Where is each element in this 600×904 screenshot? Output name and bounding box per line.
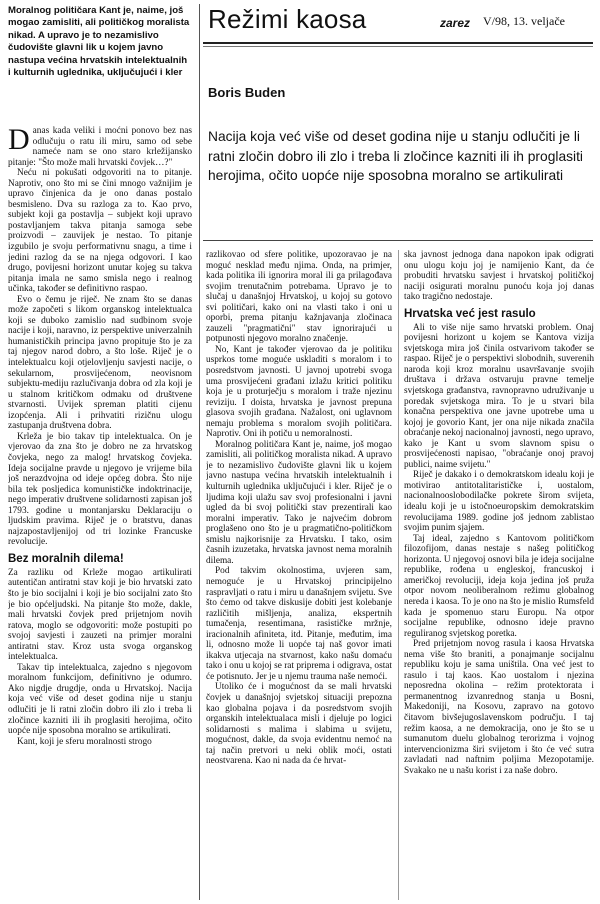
column-1 [8,126,192,900]
paragraph: Evo o čemu je riječ. Ne znam što se danas može započeti s likom organskog intelektualca koji se duboko zamislio nad sudbinom svoje nacije i koji, naravno, iz perspektive univerzalnih humanističkih principa javno propituje što je za taj njegov narod dobro, a što loše. Riječ je o intelektualcu koji otjelovljenju savjesti nacije, o sekularnom, prosvijećenom, neovisnom subjektu-mediju razlučivanja dobra od zla koji je u stalnom kritičkom odmaku od društvene stvarnosti. Uvijek spreman platiti cijenu izopćenja. Ali i prihvatiti rizičnu ulogu zastupanja društvena dobra. [8,294,192,432]
paragraph: Ali to više nije samo hrvatski problem. Onaj povijesni horizont u kojem se Kantova vizija svjetskoga mira još činila ostvarivom također se raspao. Riječ je o perspektivi slobodnih, suverenih naroda koji kroz moralnu usavršavanje svojih društava i država ostvaruju pravne temelje svjetskoga građanstva, ravnopravno udruživanje u poredak svjetskoga mira. To je u stvari bila konačna perspektiva one javne upotrebe uma u kojoj je govorio Kant, jer ona nije nikada značila obraćanje nekoj nacionalnoj javnosti, nego upravo, kako je Kant u svom slavnom spisu o prosvijećenosti napisao, "obraćanje onoj pravoj publici, naime svijetu." [404,322,594,470]
paragraph: Krleža je bio takav tip intelektualca. On je vjerovao da zna što je dobro ne za hrvatskog čovjeka, nego za malog! hrvatskog čovjeka. Ideja socijalne pravde u njegovo je vrijeme bila još nerazdvojna od ideje općeg dobra. Što nije bila tek posljedica komunističke indoktrinacije, nego imperativ društvene solidarnosti zapisan još 1793. godine u montanjarsku Deklaraciju o ljudskim pravima. Riječ je o bratstvu, danas najzapostavljenijoj od tri lozinke Francuske revolucije. [8,431,192,548]
title-rule-thin [203,46,593,47]
magazine-name: zarez [440,16,471,30]
section-heading: Hrvatska već jest rasulo [404,307,536,320]
column-divider-right [398,250,399,900]
paragraph: Za razliku od Krleže mogao artikulirati autentičan antiratni stav koji je bio hrvatski zato što je bio socijalni i koji je bio socijalni zato što je bio općeljudski. Na pitanje što može, dakle, mali hrvatski čovjek pred prijetnjom novih ratova, moglo se odgovoriti: može postupiti po svojoj savjesti i zauzeti na primjer moralni antiratni stav. Kroz usta svoga organskog intelektualca. [8,567,192,663]
lead-rule [203,240,593,241]
author-name: Boris Buden [208,85,286,100]
paragraph: Utoliko će i mogućnost da se mali hrvatski čovjek u današnjoj svjetskoj situaciji prepozna kao globalna pojava i da posredstvom svojih organskih intelektualaca misli i djeluje po logici solidarnosti s malima i slabima u svijetu, mogućnost, dakle, da svoja evidentnu nemoć na taj način pretvori u neki oblik moći, ostati neostvarena. Kao ni nada da će hrvat- [206,682,392,767]
paragraph: Takav tip intelektualca, zajedno s njegovom moralnom funkcijom, definitivno je odumro. Ako nigdje drugdje, onda u Hrvatskoj. Nacija koja već više od deset godina nije u stanju odlučiti je li ratni zločin dobro ili zlo i treba li zločince kazniti ili ih proglasiti herojima, očito uopće nije sposobna moralno se artikulirati. [8,662,192,737]
section-heading: Bez moralnih dilema! [8,552,124,565]
paragraph: ska javnost jednoga dana napokon ipak odigrati onu ulogu koju joj je namijenio Kant, da će probuditi hrvatsku savjest i hrvatskoj političkoj naciji osigurati moralnu punoću koja joj danas tako tragično nedostaje. [404,250,594,303]
column-divider-left [199,4,200,900]
paragraph-text: anas kada veliki i moćni ponovo bez nas odlučuju o ratu ili miru, samo od sebe nameće nam se ono staro krležijansko pitanje: "Što može mali hrvatski čovjek…?" [8,126,192,168]
article-title: Režimi kaosa [208,4,367,34]
issue-date: V/98, 13. veljače [483,14,565,28]
column-3 [404,250,594,900]
paragraph: Taj ideal, zajedno s Kantovom političkom filozofijom, danas nestaje s našeg političkog horizonta. U njegovoj osnovi bila je ideja socijalne republike, rođena u engleskoj, francuskoj i američkoj revoluciji, ideja koja jedina još pruža otpor novom neoliberalnom režimu globalnog nereda i kaosa. To je ono na što je mislio Rumsfeld kada je spomenuo staru Europu. Na otpor socijalne republike, odnosno ideje pravno reguliranog svjetskog poretka. [404,533,594,639]
paragraph: Kant, koji je sferu moralnosti strogo [17,736,152,747]
paragraph: No, Kant je također vjerovao da je politiku usprkos tome moguće uskladiti s moralom i to posredstvom javnosti. U javnoj upotrebi svoga uma prosvijećeni građani izlažu kritici politiku koja je u proturječju s moralom i traže njezinu reviziju. I doista, hrvatska je javnost prepuna glasova svojih građana. Nažalost, oni uglavnom nemaju problema s moralom svojih političara. Naprotiv. Oni ih potiču u nemoralnosti. [206,344,392,440]
paragraph: Pred prijetnjom novog rasula i kaosa Hrvatska nema više što braniti, a ponajmanje socijalnu republiku koju je sama uništila. Ona već jest to rasulo i taj kaos. Kao uostalom i njezina neposredna okolina – režim protektorata i permanentnog izvanrednog stanja u Bosni, Makedoniji, na Kosovu, zapravo na gotovo čitavom bivšejugoslavenskom području. I taj režim kaosa, a ne demokracija, ono je što se u sumanutom duelu globalnog terorizma i vojnog intervencionizma širi svijetom i što će već sutra zavladati nad naftnim poljima Mezopotamije. Svakako ne u našu korist i za naše dobro. [404,639,594,776]
paragraph: razlikovao od sfere politike, upozoravao je na moguć nesklad među njima. Onda, na primjer, kada politika ili ignorira moral ili ga prilagođava svojim trenutačnim potrebama. Upravo je to slučaj u današnjoj Hrvatskoj, u kojoj su gotovo svi političari, kako oni na vlasti tako i oni u oporbi, prema pitanju kažnjavanja zločinaca zauzeli "pragmatični" stav ignorirajući u potpunosti njegovo moralno značenje. [206,250,392,345]
paragraph: Pod takvim okolnostima, uvjeren sam, nemoguće je u Hrvatskoj principijelno raspravljati o ratu i miru u današnjem svijetu. Sve što ćemo od takve diskusije dobiti jest kolebanje različitih mišljenja, analiza, ekspertnih tumačenja, resentimana, rasističke mržnje, iracionalnih afiniteta, itd. Pitanje, međutim, ima li, odnosno može li uopće taj naš govor imati ikakva utjecaja na stvarnost, kako našu domaću tako i onu u kojoj se rat priprema i odigrava, ostat će potisnuto. Jer je u njemu trauma naše nemoći. [206,566,392,682]
paragraph: Riječ je dakako i o demokratskom idealu koji je motivirao antitotalitarističke i, uostalom, nacionalnooslobodilačke pokrete širom svijeta, idealu koji je u istočnoeuropskim demokratskim revolucijama 1989. godine još jednom zablistao svojim punim sjajem. [404,470,594,534]
pull-quote-top: Moralnog političara Kant je, naime, još mogao zamisliti, ali političkog moralista nikad. A upravo je to nezamislivo čudovište glavni lik u kojem javno nastupa većina hrvatskih intelektualnih i kulturnih uglednika, uključujući i kler [8,5,190,79]
paragraph: Neću ni pokušati odgovoriti na to pitanje. Naprotiv, ono što mi se čini mnogo važnijim je upravo činjenica da je ono danas postalo besmisleno. Dva su razloga za to. Kao prvo, subjekt koji ga postavlja – subjekt koji upravo postavljanjem takva pitanja samoga sebe proizvodi – zauvijek je nestao. To pitanje izgubilo je svoju performativnu snagu, a time i jedini razlog da se na njega odgovori. I kao drugo, povijesni horizont unutar kojeg su takva pitanja imala ne samo smisla nego i realnog učinka, također se definitivno raspao. [8,168,192,295]
title-rule [203,42,593,44]
column-2 [206,250,392,900]
paragraph [8,126,192,168]
article-lead: Nacija koja već više od deset godina nije u stanju odlučiti je li ratni zločin dobro ili zlo i treba li zločince kazniti ili ih proglasiti herojima, očito uopće nije sposobna moralno se artikulirati [208,129,583,184]
paragraph: Moralnog političara Kant je, naime, još mogao zamisliti, ali političkog moralista nikad. A upravo je to nezamislivo čudovište glavni lik u kojem javno nastupa većina hrvatskih intelektualnih i kulturnih uglednika uključujući i kler. Riječ je o ljudima koji ulažu sav svoj profesionalni i javni ugled da bi svoj politički stav prezentirali kao moralni imperativ. Tako je najvećim dobrom proglašeno ono što je u pragmatično-političkom smislu najkorisnije za Hrvatsku. I tako, osim časnih izuzetaka, hrvatska javnost nema moralnih dilema. [206,439,392,566]
drop-cap: D [8,126,30,156]
